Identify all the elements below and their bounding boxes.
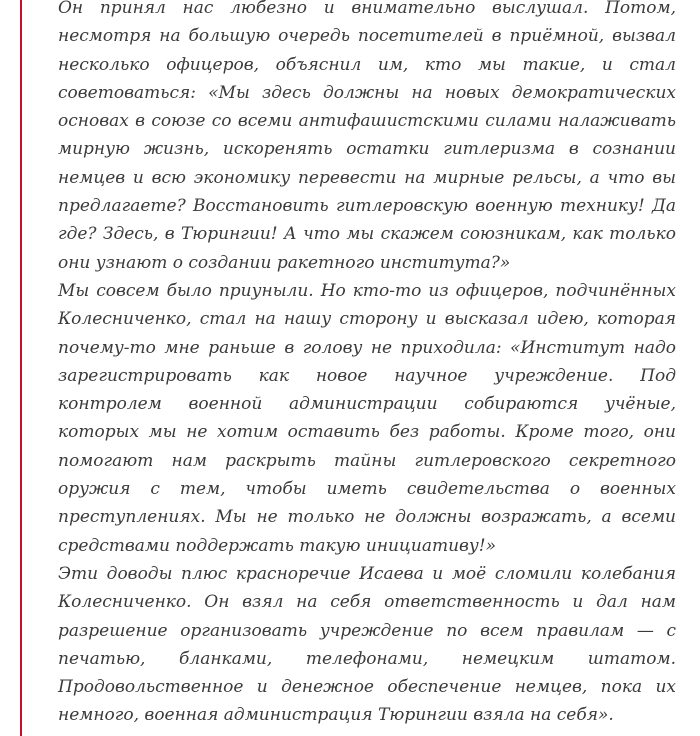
- quote-paragraph-3: Эти доводы плюс красноречие Исаева и моё сломили колебания Колесниченко. Он взял на себя ответственность и дал нам разрешение организовать учреждение по всем правилам — с печатью, бланками, телефонами, немецким штатом. Продовольственное и денежное обеспечение немцев, пока их немного, военная администрация Тюрингии взяла на себя».: [58, 563, 676, 726]
- blockquote: [58, 0, 676, 730]
- quote-paragraph-1: Он принял нас любезно и внимательно выслушал. Потом, несмотря на большую очередь посетителей в приёмной, вызвал несколько офицеров, объяснил им, кто мы такие, и стал советоваться: «Мы здесь должны на новых демократических основах в союзе со всеми антифашистскими силами налаживать мирную жизнь, искоренять остатки гитлеризма в сознании немцев и всю экономику перевести на мирные рельсы, а что вы предлагаете? Восстановить гитлеровскую военную технику! Да где? Здесь, в Тюрингии! А что мы скажем союзникам, как только они узнают о создании ракетного института?»: [58, 0, 676, 273]
- quote-paragraph-2: Мы совсем было приуныли. Но кто-то из офицеров, подчинённых Колесниченко, стал на нашу сторону и высказал идею, которая почему-то мне раньше в голову не приходила: «Институт надо зарегистрировать как новое научное учреждение. Под контролем военной администрации собираются учёные, которых мы не хотим оставить без работы. Кроме того, они помогают нам раскрыть тайны гитлеровского секретного оружия с тем, чтобы иметь свидетельства о военных преступлениях. Мы не только не должны возражать, а всеми средствами поддержать такую инициативу!»: [58, 280, 676, 556]
- blockquote-accent-bar: [20, 0, 22, 736]
